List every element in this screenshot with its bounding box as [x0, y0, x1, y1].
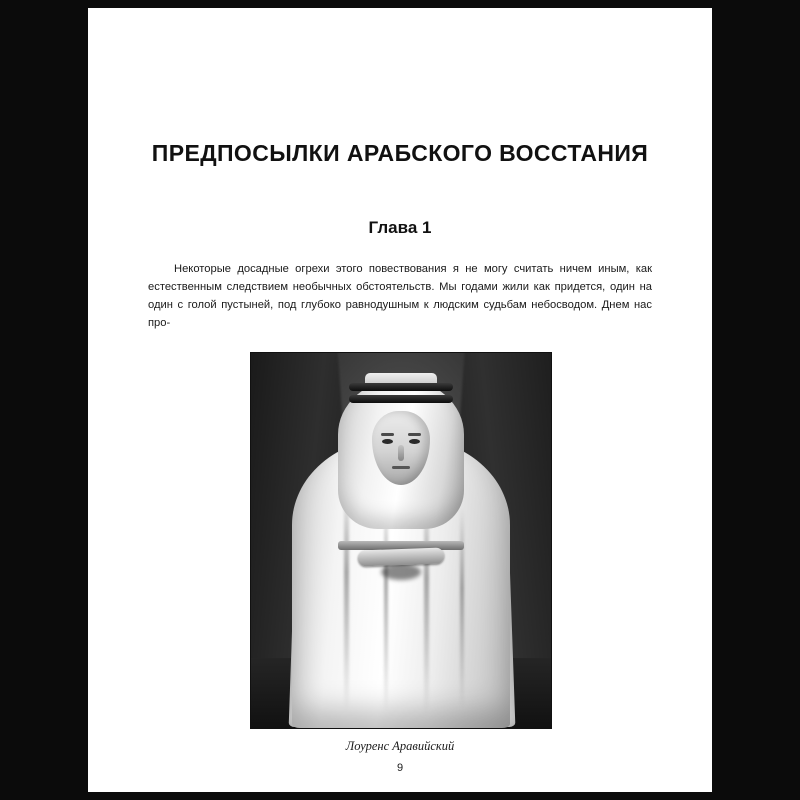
- dagger: [358, 548, 445, 567]
- scan-edge-right: [712, 0, 800, 800]
- portrait-photo: [250, 352, 552, 729]
- eyebrow-right: [408, 433, 421, 436]
- body-paragraph: Некоторые досадные огрехи этого повествования я не могу считать ничем иным, как естественным следствием необычных обстоятельств. Мы годами жили как придется, один на один с голой пустыней, под глубоко равнодушным к людским судьбам небосводом. Днем нас про-: [148, 262, 652, 330]
- scan-edge-left: [0, 0, 88, 800]
- page-title: ПРЕДПОСЫЛКИ АРАБСКОГО ВОССТАНИЯ: [151, 140, 649, 166]
- page-number: 9: [396, 762, 404, 774]
- neck-shadow: [381, 564, 421, 580]
- nose: [398, 445, 404, 461]
- agal-cord-upper: [349, 383, 453, 391]
- robe-fold: [460, 508, 464, 708]
- figure-caption: Лоуренс Аравийский: [345, 739, 455, 754]
- agal-cord-lower: [349, 395, 453, 403]
- eyebrow-left: [381, 433, 394, 436]
- scan-edge-bottom: [88, 792, 712, 800]
- chapter-heading: Глава 1: [368, 217, 432, 237]
- page-content: [88, 8, 712, 792]
- figure-block: [250, 352, 550, 754]
- eye-right: [409, 439, 420, 444]
- mouth: [392, 466, 410, 469]
- scan-edge-top: [88, 0, 712, 8]
- eye-left: [382, 439, 393, 444]
